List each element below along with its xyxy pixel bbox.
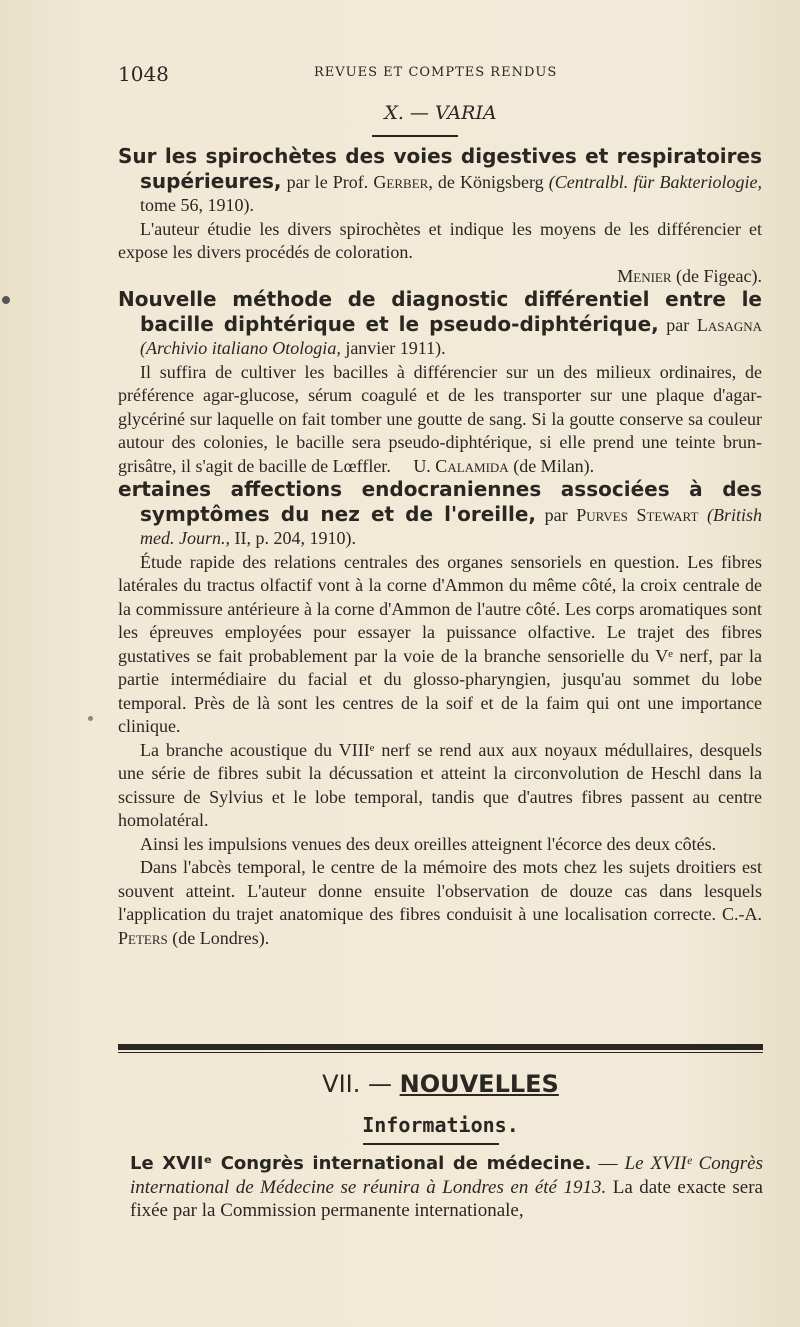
article-diphtheria	[118, 288, 762, 478]
author: Purves Stewart	[576, 504, 699, 525]
section-heading-nouvelles	[118, 1070, 763, 1098]
running-header	[118, 62, 763, 86]
margin-dot	[88, 716, 93, 721]
article-paragraph-text: Dans l'abcès temporal, le centre de la mémoire des mots chez les sujets droitiers est souvent atteint. L'auteur donne ensuite l'observation de douze cas dans lesquels l'application du trajet anatomique des fibres conduisit à une localisation correcte.	[118, 857, 762, 924]
source: (Centralbl. für Bakteriologie,	[548, 171, 762, 192]
article-spirochetes	[118, 145, 762, 288]
source: (British med. Journ.,	[140, 504, 763, 548]
article-paragraph: Étude rapide des relations centrales des organes sensoriels en question. Les fibres latérales du tractus olfactif vont à la corne d'Ammon du même côté, la croix centrale de la commissure antérieure à la corne d'Ammon de l'autre côté. Les corps aromatiques sont les épreuves employées pour essayer la puissance olfactive. Le trajet des fibres gustatives se fait probablement par la voie de la branche sensorielle du Vᵉ nerf, par la partie intermédiaire du facial et du glosso-pharyngien, jusqu'au sommet du lobe temporal. Près de là sont les centres de la soif et de la faim qui ont une importance clinique.	[118, 551, 762, 736]
page-number: 1048	[118, 62, 169, 86]
author: Lasagna	[696, 314, 762, 335]
article-title: Sur les spirochètes des voies digestives et respiratoires supérieures,	[118, 144, 762, 193]
signature	[118, 265, 762, 289]
news-lead: Le XVIIᵉ Congrès international de médecine.	[130, 1153, 592, 1174]
subsection-heading: Informations.	[362, 1113, 519, 1137]
article-title: Nouvelle méthode de diagnostic différentiel entre le bacille diphtérique et le pseudo-diphtérique,	[118, 287, 762, 336]
article-body-text: Il suffira de cultiver les bacilles à différencier sur un des milieux ordinaires, de préférence agar-glucose, sérum coagulé et de les transporter sur une plaque d'agar-glycériné sur laquelle on fait tomber une goutte de sang. Si la goutte conserve sa couleur autour des colonies, le bacille sera pseudo-diphtérique, si elle prend une teinte brun-grisâtre, il s'agit de bacille de Lœffler.	[118, 361, 762, 476]
signature-place: (de Milan).	[508, 455, 595, 476]
section-rule	[372, 135, 458, 137]
signature-name: U. Calamida	[413, 455, 509, 476]
source-detail: tome 56, 1910).	[140, 195, 254, 215]
section-divider	[118, 1044, 763, 1050]
article-paragraph: Ainsi les impulsions venues des deux oreilles atteignent l'écorce des deux côtés.	[140, 833, 717, 854]
news-text: La date exacte sera fixée par la Commission permanente internationale,	[130, 1176, 763, 1221]
author: Gerber	[373, 171, 429, 192]
section-heading-varia: X. — VARIA	[384, 102, 497, 124]
article-heading	[118, 478, 762, 551]
heading-text	[698, 505, 707, 525]
article-paragraph: La branche acoustique du VIIIᵉ nerf se rend aux aux noyaux médullaires, desquels une série de fibres subit la décussation et atteint la circonvolution de Heschl dans la scissure de Sylvius et le lobe temporal, tandis que d'autres fibres passent au centre homolatéral.	[118, 739, 762, 830]
article-paragraph	[118, 856, 762, 950]
article-title: ertaines affections endocraniennes associées à des symptômes du nez et de l'oreille,	[118, 477, 762, 526]
signature-place: (de Londres).	[167, 927, 270, 948]
source-detail: II, p. 204, 1910).	[229, 528, 356, 548]
heading-text: par	[536, 504, 577, 525]
signature-name: C.-A. Peters	[118, 904, 762, 948]
article-body	[118, 361, 762, 479]
section-divider-thin	[118, 1052, 763, 1053]
section-title: NOUVELLES	[399, 1070, 559, 1098]
article-heading	[118, 145, 762, 218]
article-heading	[118, 288, 762, 361]
news-item	[130, 1152, 763, 1223]
article-endocranial	[118, 478, 762, 950]
heading-text: par le Prof.	[281, 171, 374, 192]
signature-name: Menier	[617, 265, 672, 286]
margin-dot	[2, 296, 10, 304]
subsection-rule	[363, 1143, 499, 1145]
running-title: REVUES ET COMPTES RENDUS	[314, 65, 558, 80]
article-body: L'auteur étudie les divers spirochètes et indique les moyens de les différencier et expose les divers procédés de coloration.	[118, 218, 762, 262]
section-number: VII. —	[322, 1070, 400, 1098]
heading-text: , de Königsberg	[428, 171, 549, 192]
source-detail: janvier 1911).	[340, 338, 446, 358]
news-dash: —	[591, 1153, 625, 1174]
news-italic: Le XVIIᵉ Congrès international de Médecine se réunira à Londres en été 1913.	[130, 1153, 764, 1198]
articles	[118, 145, 762, 950]
heading-text: par	[658, 314, 697, 335]
source: (Archivio italiano Otologia,	[140, 338, 341, 358]
signature-place: (de Figeac).	[671, 265, 762, 286]
